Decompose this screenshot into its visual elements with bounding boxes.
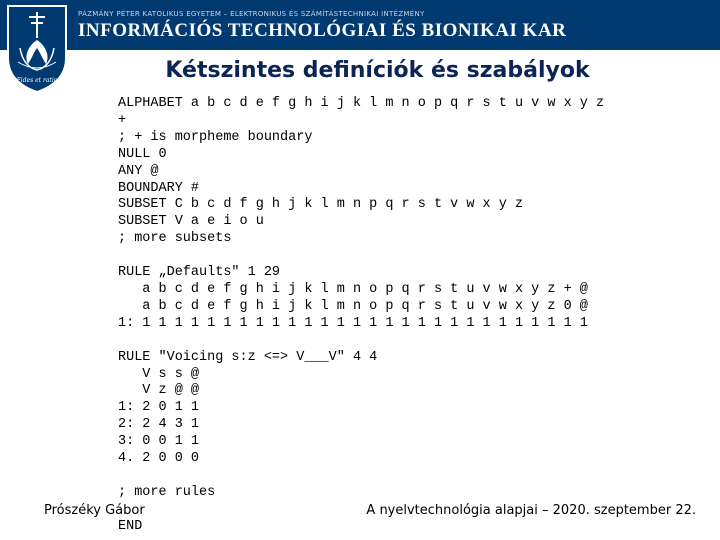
code-line: NULL 0: [118, 146, 167, 162]
header-banner: [0, 0, 720, 50]
code-line: SUBSET C b c d f g h j k l m n p q r s t v w x y z: [118, 197, 524, 213]
code-line: ; more subsets: [118, 231, 232, 247]
code-line: ANY @: [118, 163, 159, 179]
code-line: 3: 0 0 1 1: [118, 434, 200, 450]
code-line: SUBSET V a e i o u: [118, 214, 264, 230]
code-line: 1: 1 1 1 1 1 1 1 1 1 1 1 1 1 1 1 1 1 1 1 1 1 1 1 1 1 1 1 1: [118, 315, 588, 331]
code-line: BOUNDARY #: [118, 180, 200, 196]
code-line: +: [118, 112, 127, 128]
code-line: V s s @: [118, 366, 200, 382]
university-name: PÁZMÁNY PÉTER KATOLIKUS EGYETEM – ELEKTRONIKUS ÉS SZÁMÍTÁSTECHNIKAI INTÉZMÉNY: [78, 10, 425, 18]
code-line: RULE "Voicing s:z <=> V___V" 4 4: [118, 349, 378, 365]
slide-title: Kétszintes definíciók és szabályok: [165, 58, 590, 83]
code-line: ALPHABET a b c d e f g h i j k l m n o p q r s t u v w x y z: [118, 96, 605, 111]
code-line: a b c d e f g h i j k l m n o p q r s t u v w x y z 0 @: [118, 298, 588, 314]
svg-text:Fides et ratio: Fides et ratio: [16, 77, 58, 84]
code-line: ; more rules: [118, 484, 216, 500]
footer-author: Prószéky Gábor: [44, 503, 145, 518]
code-line: 4. 2 0 0 0: [118, 451, 200, 467]
footer-course: A nyelvtechnológia alapjai – 2020. szeptember 22.: [366, 503, 696, 518]
code-line: a b c d e f g h i j k l m n o p q r s t u v w x y z + @: [118, 281, 588, 297]
code-line: 1: 2 0 1 1: [118, 400, 200, 416]
code-line: V z @ @: [118, 383, 200, 399]
code-line: RULE „Defaults" 1 29: [118, 265, 281, 281]
faculty-name: INFORMÁCIÓS TECHNOLÓGIAI ÉS BIONIKAI KAR: [78, 20, 567, 41]
code-line: ; + is morpheme boundary: [118, 129, 313, 145]
code-line: 2: 2 4 3 1: [118, 417, 200, 433]
code-line: END: [118, 518, 143, 534]
code-listing: [118, 96, 604, 536]
